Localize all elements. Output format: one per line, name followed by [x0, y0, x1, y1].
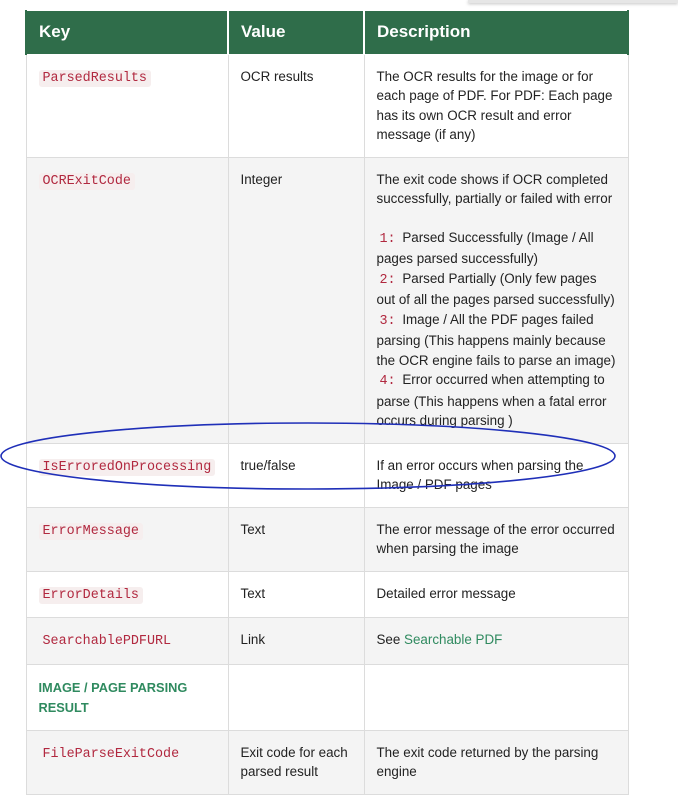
table-header-row — [26, 11, 628, 55]
description-cell: The OCR results for the image or for each page of PDF. For PDF: Each page has its own OCR result and error message (if any) — [364, 54, 628, 157]
table-row — [26, 730, 628, 794]
ocr-exit-code-summary: The exit code shows if OCR completed successfully, partially or failed with error — [376, 171, 613, 206]
description-cell — [364, 157, 628, 443]
exit-code-item: 3: Image / All the PDF pages failed parsing (This happens mainly because the OCR engine fails to parse an image) — [376, 311, 616, 368]
table-row — [26, 157, 628, 443]
key-cell — [26, 571, 228, 618]
key-cell — [26, 618, 228, 665]
key-errordetails: ErrorDetails — [39, 587, 143, 604]
section-row — [26, 664, 628, 730]
table-row — [26, 507, 628, 571]
header-value: Value — [228, 11, 364, 55]
key-cell — [26, 730, 228, 794]
key-searchablepdfurl: SearchablePDFURL — [42, 634, 172, 649]
exit-code-item: 4: Error occurred when attempting to parse (This happens when a fatal error occurs during parsing ) — [376, 372, 607, 428]
empty-cell — [364, 664, 628, 730]
section-title: IMAGE / PAGE PARSING RESULT — [38, 679, 188, 715]
table-row — [26, 571, 628, 618]
key-cell — [26, 507, 228, 571]
top-edge-shadow — [468, 0, 678, 3]
table-row — [26, 618, 628, 665]
key-fileparseexitcode: FileParseExitCode — [42, 746, 180, 762]
exit-code-item: 2: Parsed Partially (Only few pages out of all the pages parsed successfully) — [376, 270, 615, 307]
table-row — [26, 443, 628, 507]
description-cell: Detailed error message — [364, 571, 628, 618]
value-cell: Text — [228, 571, 364, 618]
key-errormessage: ErrorMessage — [39, 523, 143, 540]
description-cell: The exit code returned by the parsing engine — [364, 730, 628, 794]
api-response-table — [25, 10, 629, 795]
section-cell — [26, 664, 228, 730]
searchable-pdf-link[interactable]: Searchable PDF — [404, 632, 503, 647]
value-cell: Text — [228, 507, 364, 571]
header-key: Key — [26, 11, 228, 55]
key-cell — [26, 54, 228, 157]
value-cell: Integer — [228, 157, 364, 443]
key-iserroredonprocessing: IsErroredOnProcessing — [39, 459, 216, 476]
table-row — [26, 54, 628, 157]
value-cell: OCR results — [228, 54, 364, 157]
key-cell — [26, 443, 228, 507]
value-cell: Link — [228, 618, 364, 665]
value-cell: true/false — [228, 443, 364, 507]
exit-code-item: 1: Parsed Successfully (Image / All pages parsed successfully) — [376, 229, 594, 266]
description-cell: The error message of the error occurred when parsing the image — [364, 507, 628, 571]
empty-cell — [228, 664, 364, 730]
description-cell: If an error occurs when parsing the Image / PDF pages — [364, 443, 628, 507]
description-cell: See Searchable PDF — [364, 618, 628, 665]
key-parsedresults: ParsedResults — [39, 70, 151, 87]
key-ocrexitcode: OCRExitCode — [39, 173, 135, 190]
value-cell: Exit code for each parsed result — [228, 730, 364, 794]
header-description: Description — [364, 11, 628, 55]
key-cell — [26, 157, 228, 443]
